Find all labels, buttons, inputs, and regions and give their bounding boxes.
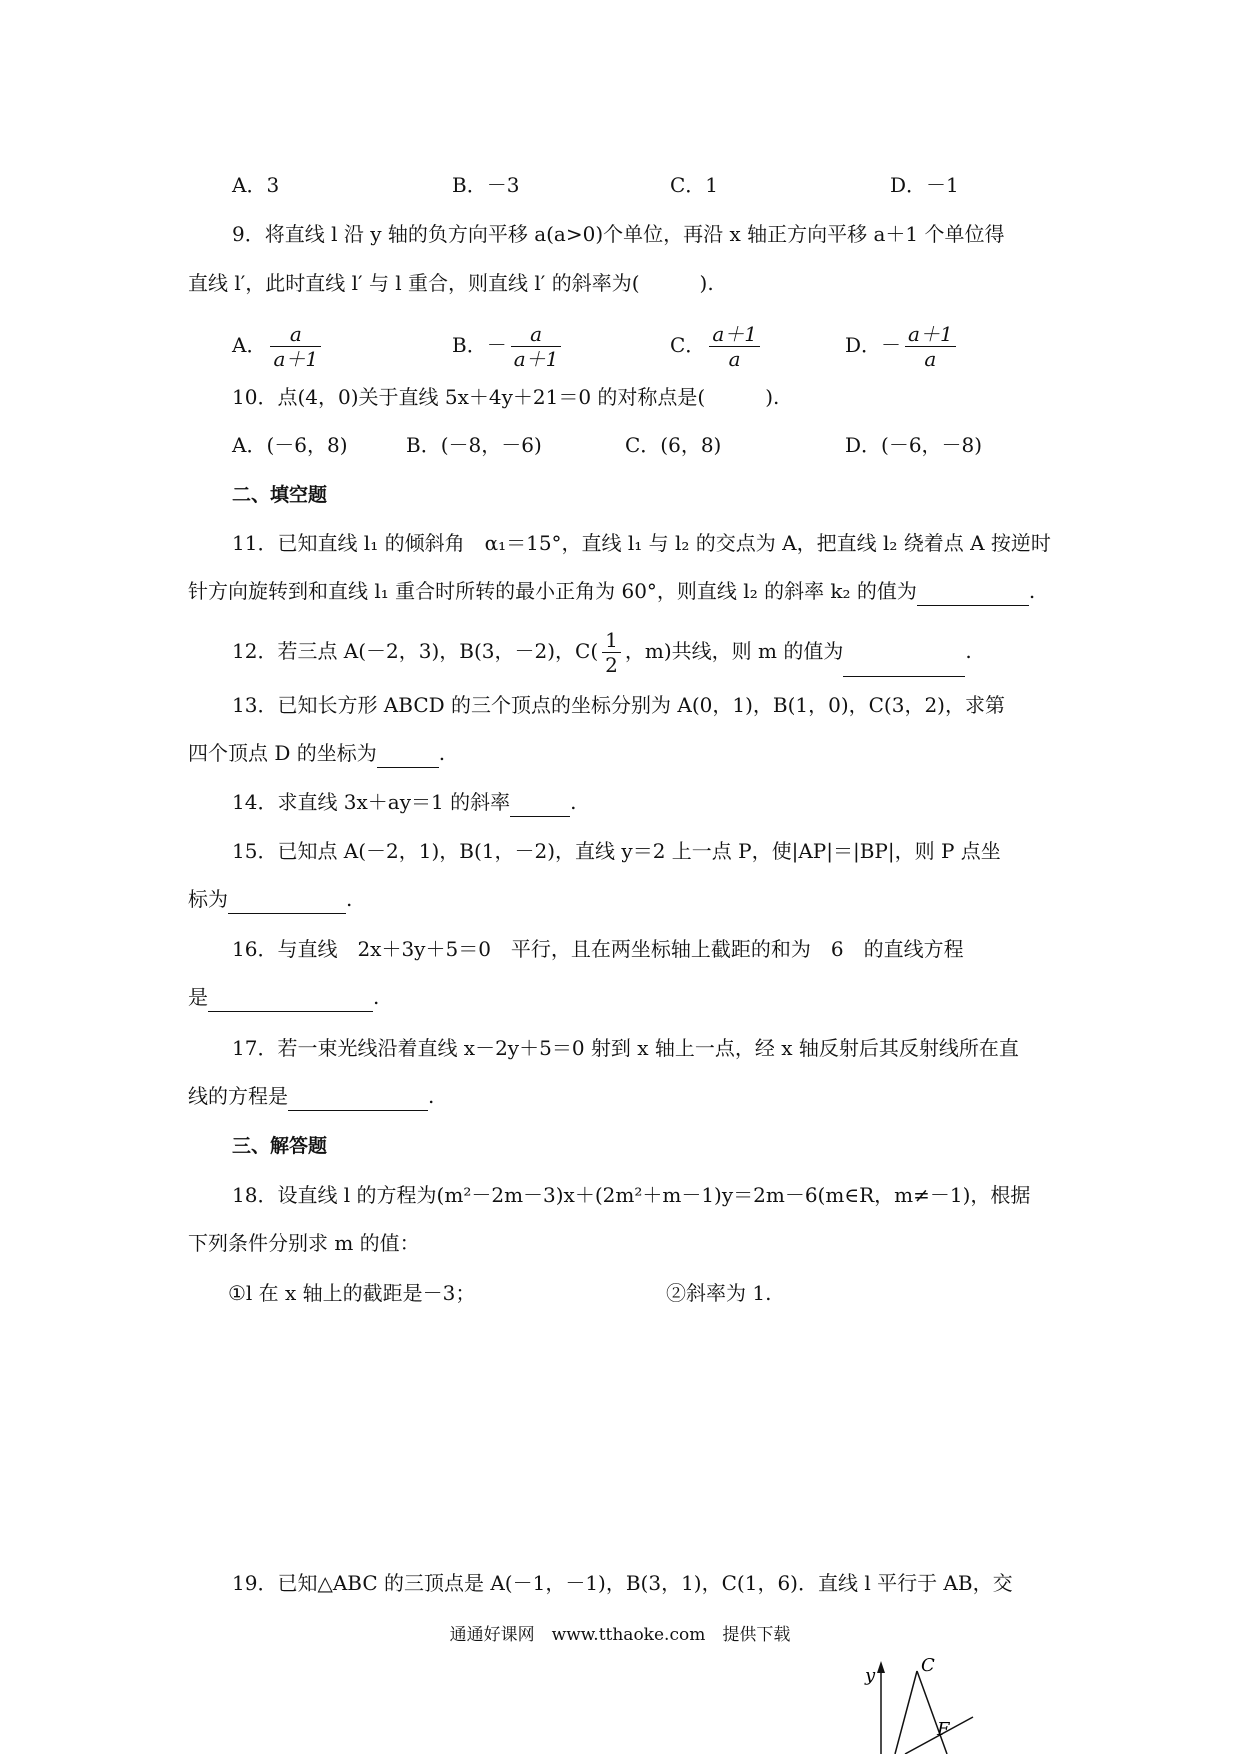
page-footer: 通通好课网 www.tthaoke.com 提供下载 [449, 1625, 791, 1645]
q18-part-2: ②斜率为 1. [666, 1281, 772, 1305]
q11-line-1: 11．已知直线 l₁ 的倾斜角 α₁＝15°，直线 l₁ 与 l₂ 的交点为 A，把直线 l₂ 绕着点 A 按逆时 [232, 531, 1051, 555]
q9-option-c-label: C． [670, 333, 706, 357]
fraction-denominator: a [924, 347, 937, 371]
q17-line-2-text: 线的方程是 [188, 1084, 288, 1108]
q9-option-c-fraction [709, 322, 760, 371]
q13-line-2 [188, 738, 445, 768]
q12-answer-blank[interactable] [843, 654, 965, 677]
q12-text [232, 628, 972, 677]
q17-line-2 [188, 1081, 434, 1111]
triangle-side-ac [895, 1671, 917, 1754]
q15-line-2 [188, 884, 352, 914]
q18-line-2: 下列条件分别求 m 的值： [188, 1231, 420, 1255]
q10-text: 10．点(4，0)关于直线 5x＋4y＋21＝0 的对称点是( ). [232, 385, 780, 409]
q9-option-b-fraction [511, 322, 562, 371]
q19-line-1: 19．已知△ABC 的三顶点是 A(－1，－1)，B(3，1)，C(1，6)．直线 l 平行于 AB，交 [232, 1571, 1013, 1595]
q18-part-1: ①l 在 x 轴上的截距是－3； [228, 1281, 476, 1305]
q12-fraction [602, 628, 621, 677]
fraction-numerator: 1 [602, 628, 621, 653]
section-heading-fill-in: 二、填空题 [232, 484, 328, 506]
q16-answer-blank[interactable] [208, 989, 373, 1012]
q16-line-2-text: 是 [188, 985, 208, 1009]
q14-answer-blank[interactable] [510, 794, 570, 817]
q15-end: . [346, 887, 353, 911]
label-f: F [937, 1719, 950, 1740]
q9-option-d-fraction [905, 322, 956, 371]
q10-option-c: C．(6，8) [625, 433, 722, 457]
triangle-side-cb [917, 1671, 947, 1754]
q11-line-2-text: 针方向旋转到和直线 l₁ 重合时所转的最小正角为 60°，则直线 l₂ 的斜率 k₂ 的值为 [188, 579, 917, 603]
section-heading-solutions: 三、解答题 [232, 1135, 328, 1157]
q13-line-2-text: 四个顶点 D 的坐标为 [188, 741, 377, 765]
q15-line-2-text: 标为 [188, 887, 228, 911]
q8-option-c: C．1 [670, 173, 719, 197]
q9-option-b [452, 322, 565, 371]
q17-end: . [428, 1084, 435, 1108]
q12-pre: 12．若三点 A(－2，3)，B(3，－2)，C( [232, 639, 599, 663]
fraction-denominator: 2 [605, 653, 618, 677]
q14-end: . [570, 790, 577, 814]
q9-option-a-fraction [270, 322, 321, 371]
q8-option-a: A．3 [232, 173, 280, 197]
q12-post: ，m)共线，则 m 的值为 [624, 639, 844, 663]
q11-line-2 [188, 576, 1035, 606]
q10-option-d: D．(－6，－8) [845, 433, 983, 457]
q8-option-b: B．－3 [452, 173, 520, 197]
q9-option-a-label: A． [232, 333, 267, 357]
q9-option-c [670, 322, 764, 371]
label-y: y [865, 1665, 876, 1686]
fraction-numerator: a＋1 [709, 322, 760, 347]
q15-answer-blank[interactable] [228, 891, 346, 914]
q17-answer-blank[interactable] [288, 1088, 428, 1111]
q9-option-a [232, 322, 325, 371]
q14-question: 14．求直线 3x＋ay＝1 的斜率 [232, 790, 511, 814]
q9-line-2: 直线 l′，此时直线 l′ 与 l 重合，则直线 l′ 的斜率为( ). [188, 271, 714, 295]
fraction-denominator: a＋1 [513, 347, 559, 371]
q16-line-1: 16．与直线 2x＋3y＋5＝0 平行，且在两坐标轴上截距的和为 6 的直线方程 [232, 937, 964, 961]
q13-end: . [438, 741, 446, 765]
q9-option-d-label: D．－ [845, 333, 902, 357]
label-c: C [921, 1655, 935, 1676]
y-axis-arrow-icon [877, 1661, 885, 1673]
q13-line-1: 13．已知长方形 ABCD 的三个顶点的坐标分别为 A(0，1)，B(1，0)，C(3，2)，求第 [232, 693, 1005, 717]
q18-line-1: 18．设直线 l 的方程为(m²－2m－3)x＋(2m²＋m－1)y＝2m－6(m∈R，m≠－1)，根据 [232, 1183, 1031, 1207]
fraction-denominator: a＋1 [273, 347, 319, 371]
q17-line-1: 17．若一束光线沿着直线 x－2y＋5＝0 射到 x 轴上一点，经 x 轴反射后其反射线所在直 [232, 1036, 1019, 1060]
q13-answer-blank[interactable] [377, 745, 439, 768]
triangle-figure [845, 1655, 985, 1754]
q16-end: . [373, 985, 380, 1009]
q12-end: . [965, 639, 972, 663]
fraction-numerator: a [511, 322, 562, 347]
q9-option-d [845, 322, 960, 371]
q15-line-1: 15．已知点 A(－2，1)，B(1，－2)，直线 y＝2 上一点 P，使|AP|＝|BP|，则 P 点坐 [232, 839, 1001, 863]
q16-line-2 [188, 982, 379, 1012]
q9-option-b-label: B．－ [452, 333, 507, 357]
fraction-numerator: a [270, 322, 321, 347]
q10-option-b: B．(－8，－6) [406, 433, 542, 457]
fraction-numerator: a＋1 [905, 322, 956, 347]
fraction-denominator: a [728, 347, 741, 371]
q9-line-1: 9．将直线 l 沿 y 轴的负方向平移 a(a>0)个单位，再沿 x 轴正方向平移 a＋1 个单位得 [232, 222, 1005, 246]
q11-answer-blank[interactable] [917, 583, 1029, 606]
q10-option-a: A．(－6，8) [232, 433, 348, 457]
q14-text [232, 787, 576, 817]
q8-option-d: D．－1 [890, 173, 959, 197]
q11-end: . [1028, 579, 1036, 603]
